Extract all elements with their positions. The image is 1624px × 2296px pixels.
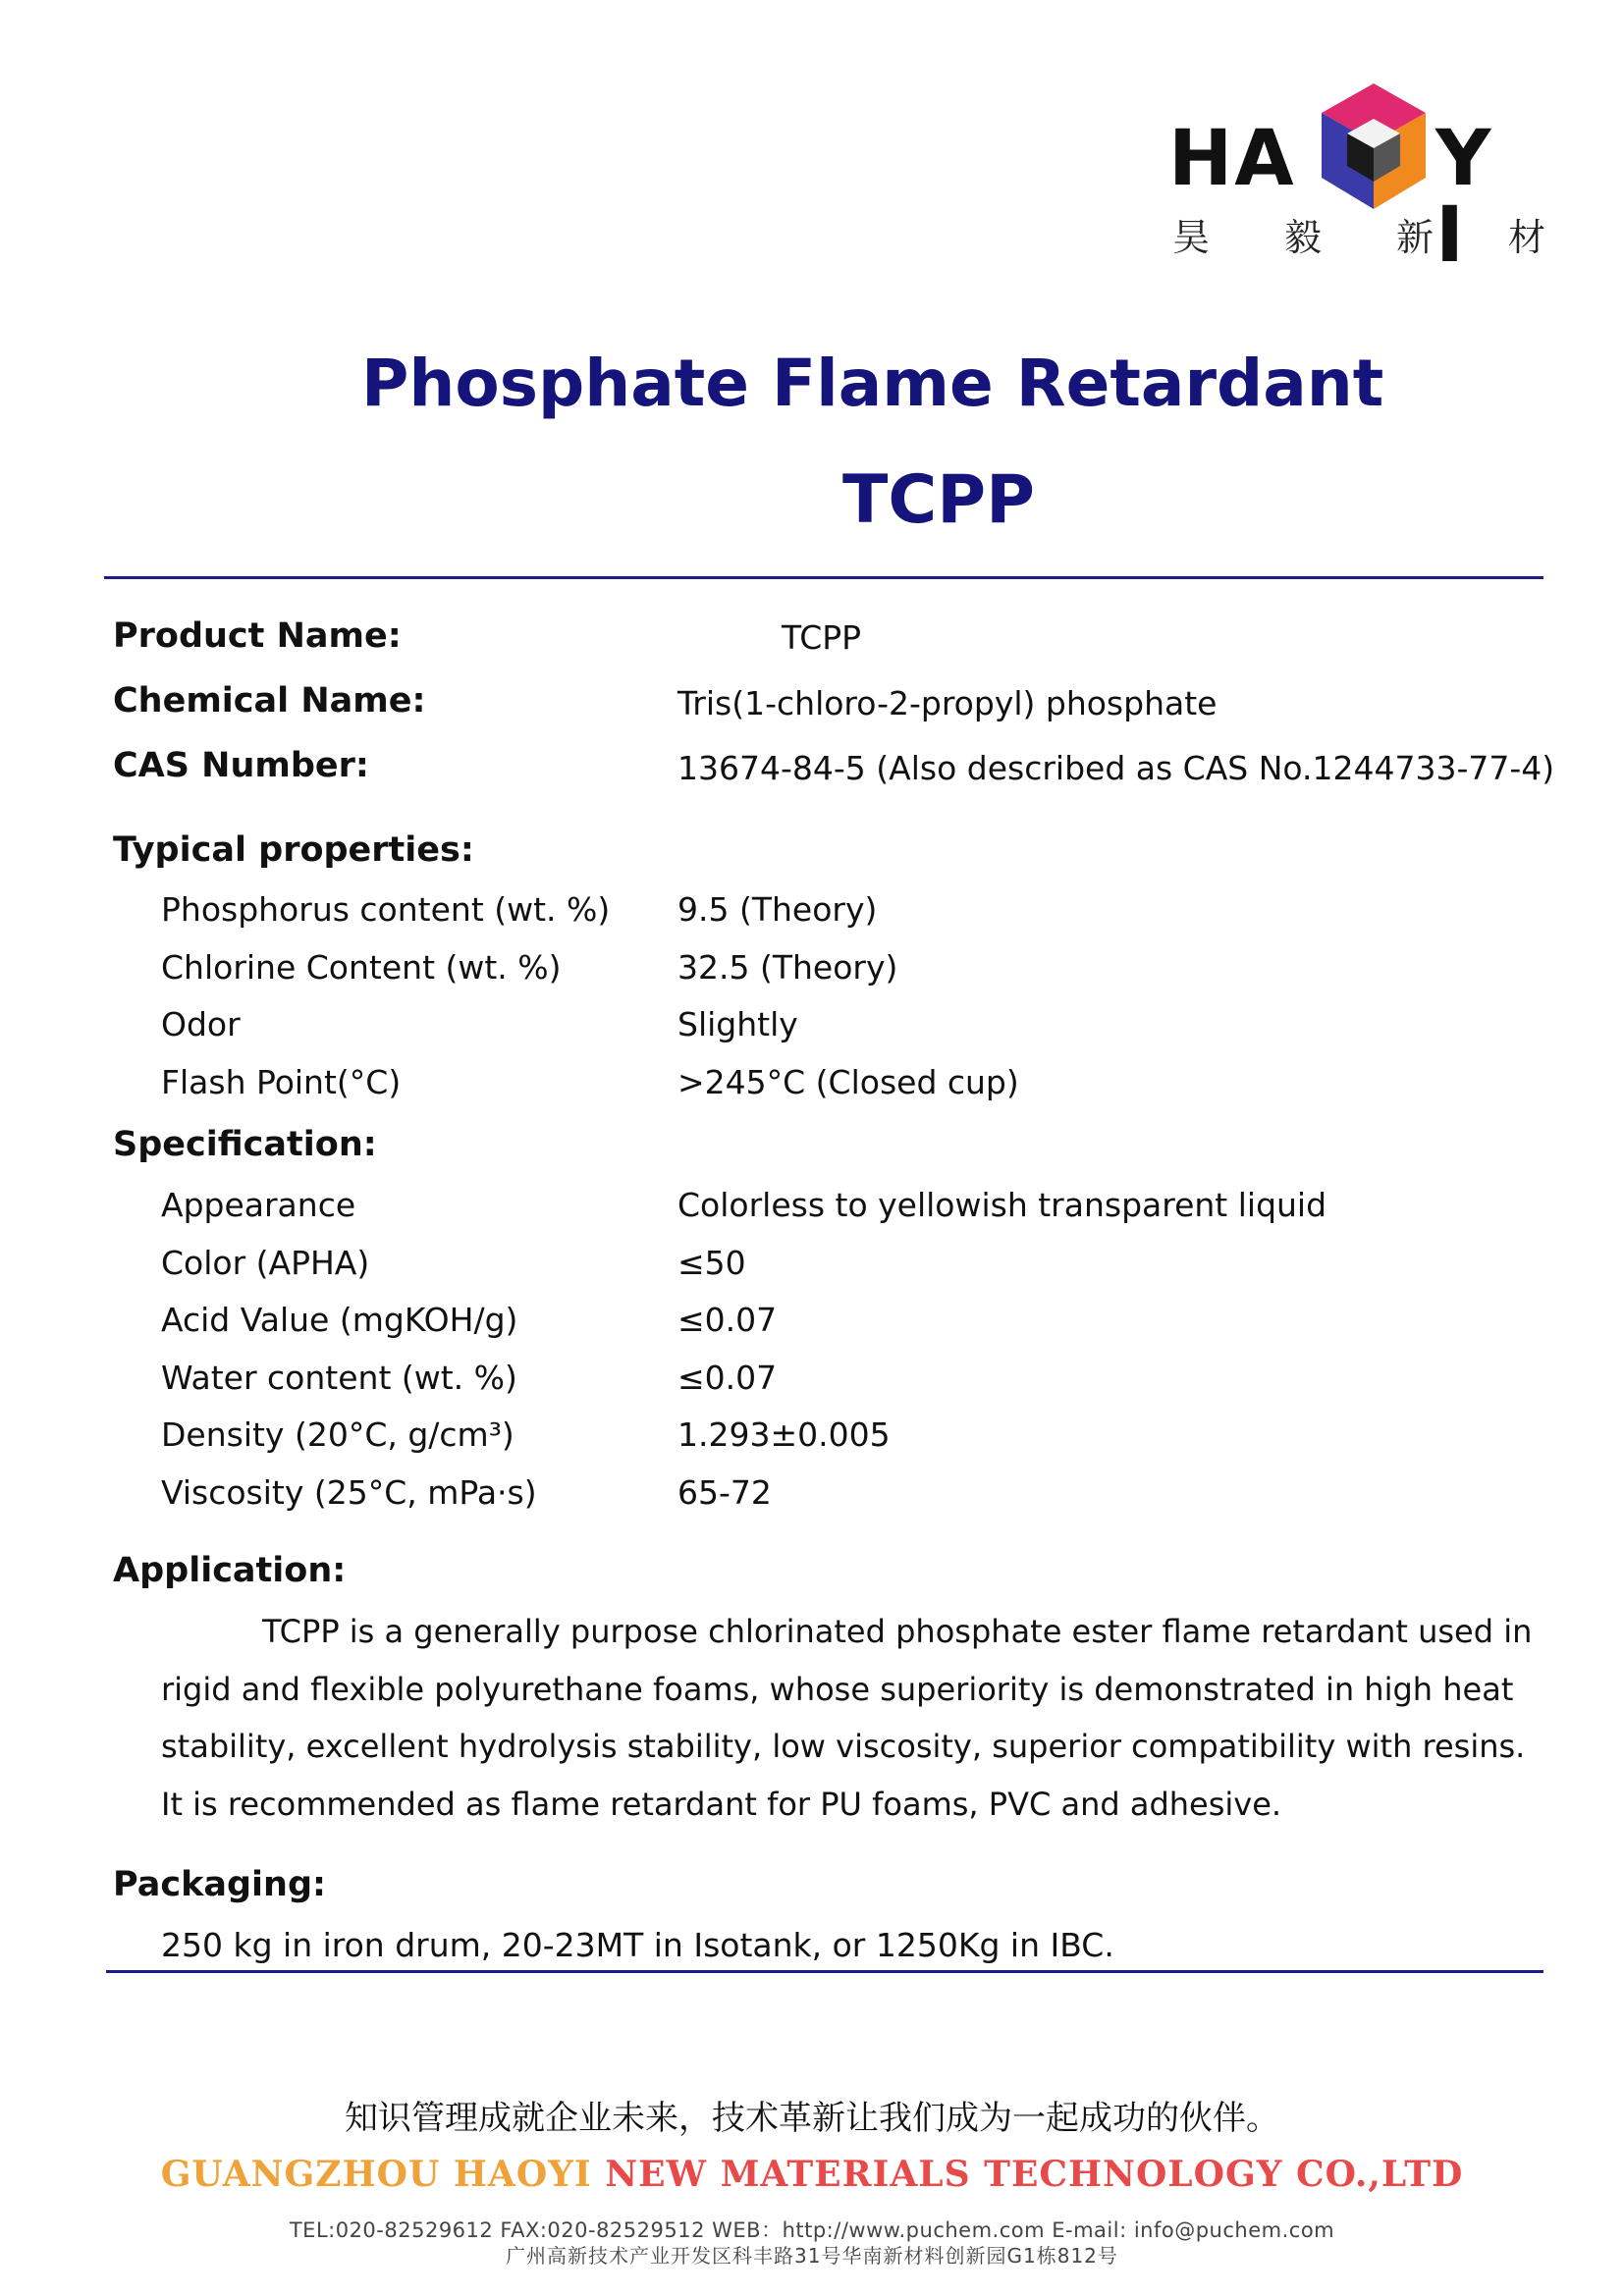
spec-row (0, 1186, 1624, 1235)
spec-row (0, 1359, 1624, 1408)
spec-label: Viscosity (25°C, mPa·s) (161, 1473, 537, 1512)
spec-value: 1.293±0.005 (677, 1415, 891, 1454)
spec-row (0, 1244, 1624, 1293)
chemical-name-value: Tris(1-chloro-2-propyl) phosphate (677, 684, 1218, 722)
spec-value: Colorless to yellowish transparent liquid (677, 1186, 1327, 1224)
property-value: >245°C (Closed cup) (677, 1063, 1019, 1101)
property-label: Chlorine Content (wt. %) (161, 948, 562, 987)
cas-number-value: 13674-84-5 (Also described as CAS No.1244733-77-4) (677, 749, 1555, 787)
property-label: Phosphorus content (wt. %) (161, 890, 611, 929)
company-name (0, 2154, 1624, 2195)
spec-row (0, 1415, 1624, 1465)
spec-value: ≤50 (677, 1244, 746, 1282)
logo-char: 材 (1507, 216, 1545, 259)
application-text: TCPP is a generally purpose chlorinated phosphate ester flame retardant used in rigid and flexible polyurethane foams, whose superiority is demonstrated in high heat stability, excellent hydrolysis stability, low viscosity, superior compatibility with resins. It is recommended as flame retardant for PU foams, PVC and adhesive. (161, 1613, 1533, 1823)
spec-label: Appearance (161, 1186, 356, 1224)
logo-text-right: Y I (1435, 115, 1519, 280)
property-value: 9.5 (Theory) (677, 890, 878, 929)
property-label: Flash Point(°C) (161, 1063, 402, 1101)
typical-properties-heading: Typical properties: (113, 830, 474, 870)
cas-number-label: CAS Number: (113, 746, 369, 785)
spec-row (0, 1473, 1624, 1522)
top-divider (104, 576, 1543, 579)
spec-row (0, 1301, 1624, 1350)
logo-char: 毅 (1283, 216, 1322, 259)
footer-slogan: 知识管理成就企业未来，技术革新让我们成为一起成功的伙伴。 (345, 2099, 1279, 2138)
chemical-name-label: Chemical Name: (113, 681, 426, 721)
spec-label: Color (APHA) (161, 1244, 370, 1282)
footer-contact: TEL:020-82529612 FAX:020-82529512 WEB：http://www.puchem.com E-mail: info@puchem.com (289, 2218, 1335, 2242)
property-value: 32.5 (Theory) (677, 948, 898, 987)
spec-value: ≤0.07 (677, 1359, 778, 1397)
application-paragraph (161, 1603, 1536, 1833)
specification-heading: Specification: (113, 1125, 377, 1164)
logo-chinese-name (1172, 207, 1545, 261)
bottom-divider (106, 1970, 1543, 1973)
packaging-heading: Packaging: (113, 1865, 326, 1904)
cube-logo-icon (1316, 80, 1432, 213)
property-value: Slightly (677, 1005, 798, 1043)
spec-label: Density (20°C, g/cm³) (161, 1415, 514, 1454)
application-heading: Application: (113, 1551, 347, 1590)
footer-address: 广州高新技术产业开发区科丰路31号华南新材料创新园G1栋812号 (506, 2244, 1118, 2268)
property-row (0, 948, 1624, 997)
spec-label: Water content (wt. %) (161, 1359, 517, 1397)
document-subtitle: TCPP (842, 461, 1035, 539)
company-logo (1168, 74, 1561, 280)
document-title: Phosphate Flame Retardant (361, 346, 1384, 421)
logo-char: 昊 (1172, 216, 1211, 259)
product-name-value: TCPP (782, 618, 862, 657)
company-name-part2: NEW MATERIALS TECHNOLOGY CO.,LTD (605, 2154, 1464, 2195)
property-row (0, 1063, 1624, 1112)
property-label: Odor (161, 1005, 241, 1043)
product-name-label: Product Name: (113, 616, 402, 656)
company-name-part1: GUANGZHOU HAOYI (160, 2154, 606, 2195)
property-row (0, 1005, 1624, 1054)
packaging-text: 250 kg in iron drum, 20-23MT in Isotank, or 1250Kg in IBC. (161, 1926, 1114, 1964)
logo-text-left: HA (1168, 115, 1296, 203)
logo-char: 新 (1395, 216, 1434, 259)
spec-value: ≤0.07 (677, 1301, 778, 1339)
spec-label: Acid Value (mgKOH/g) (161, 1301, 518, 1339)
property-row (0, 890, 1624, 939)
spec-value: 65-72 (677, 1473, 772, 1512)
